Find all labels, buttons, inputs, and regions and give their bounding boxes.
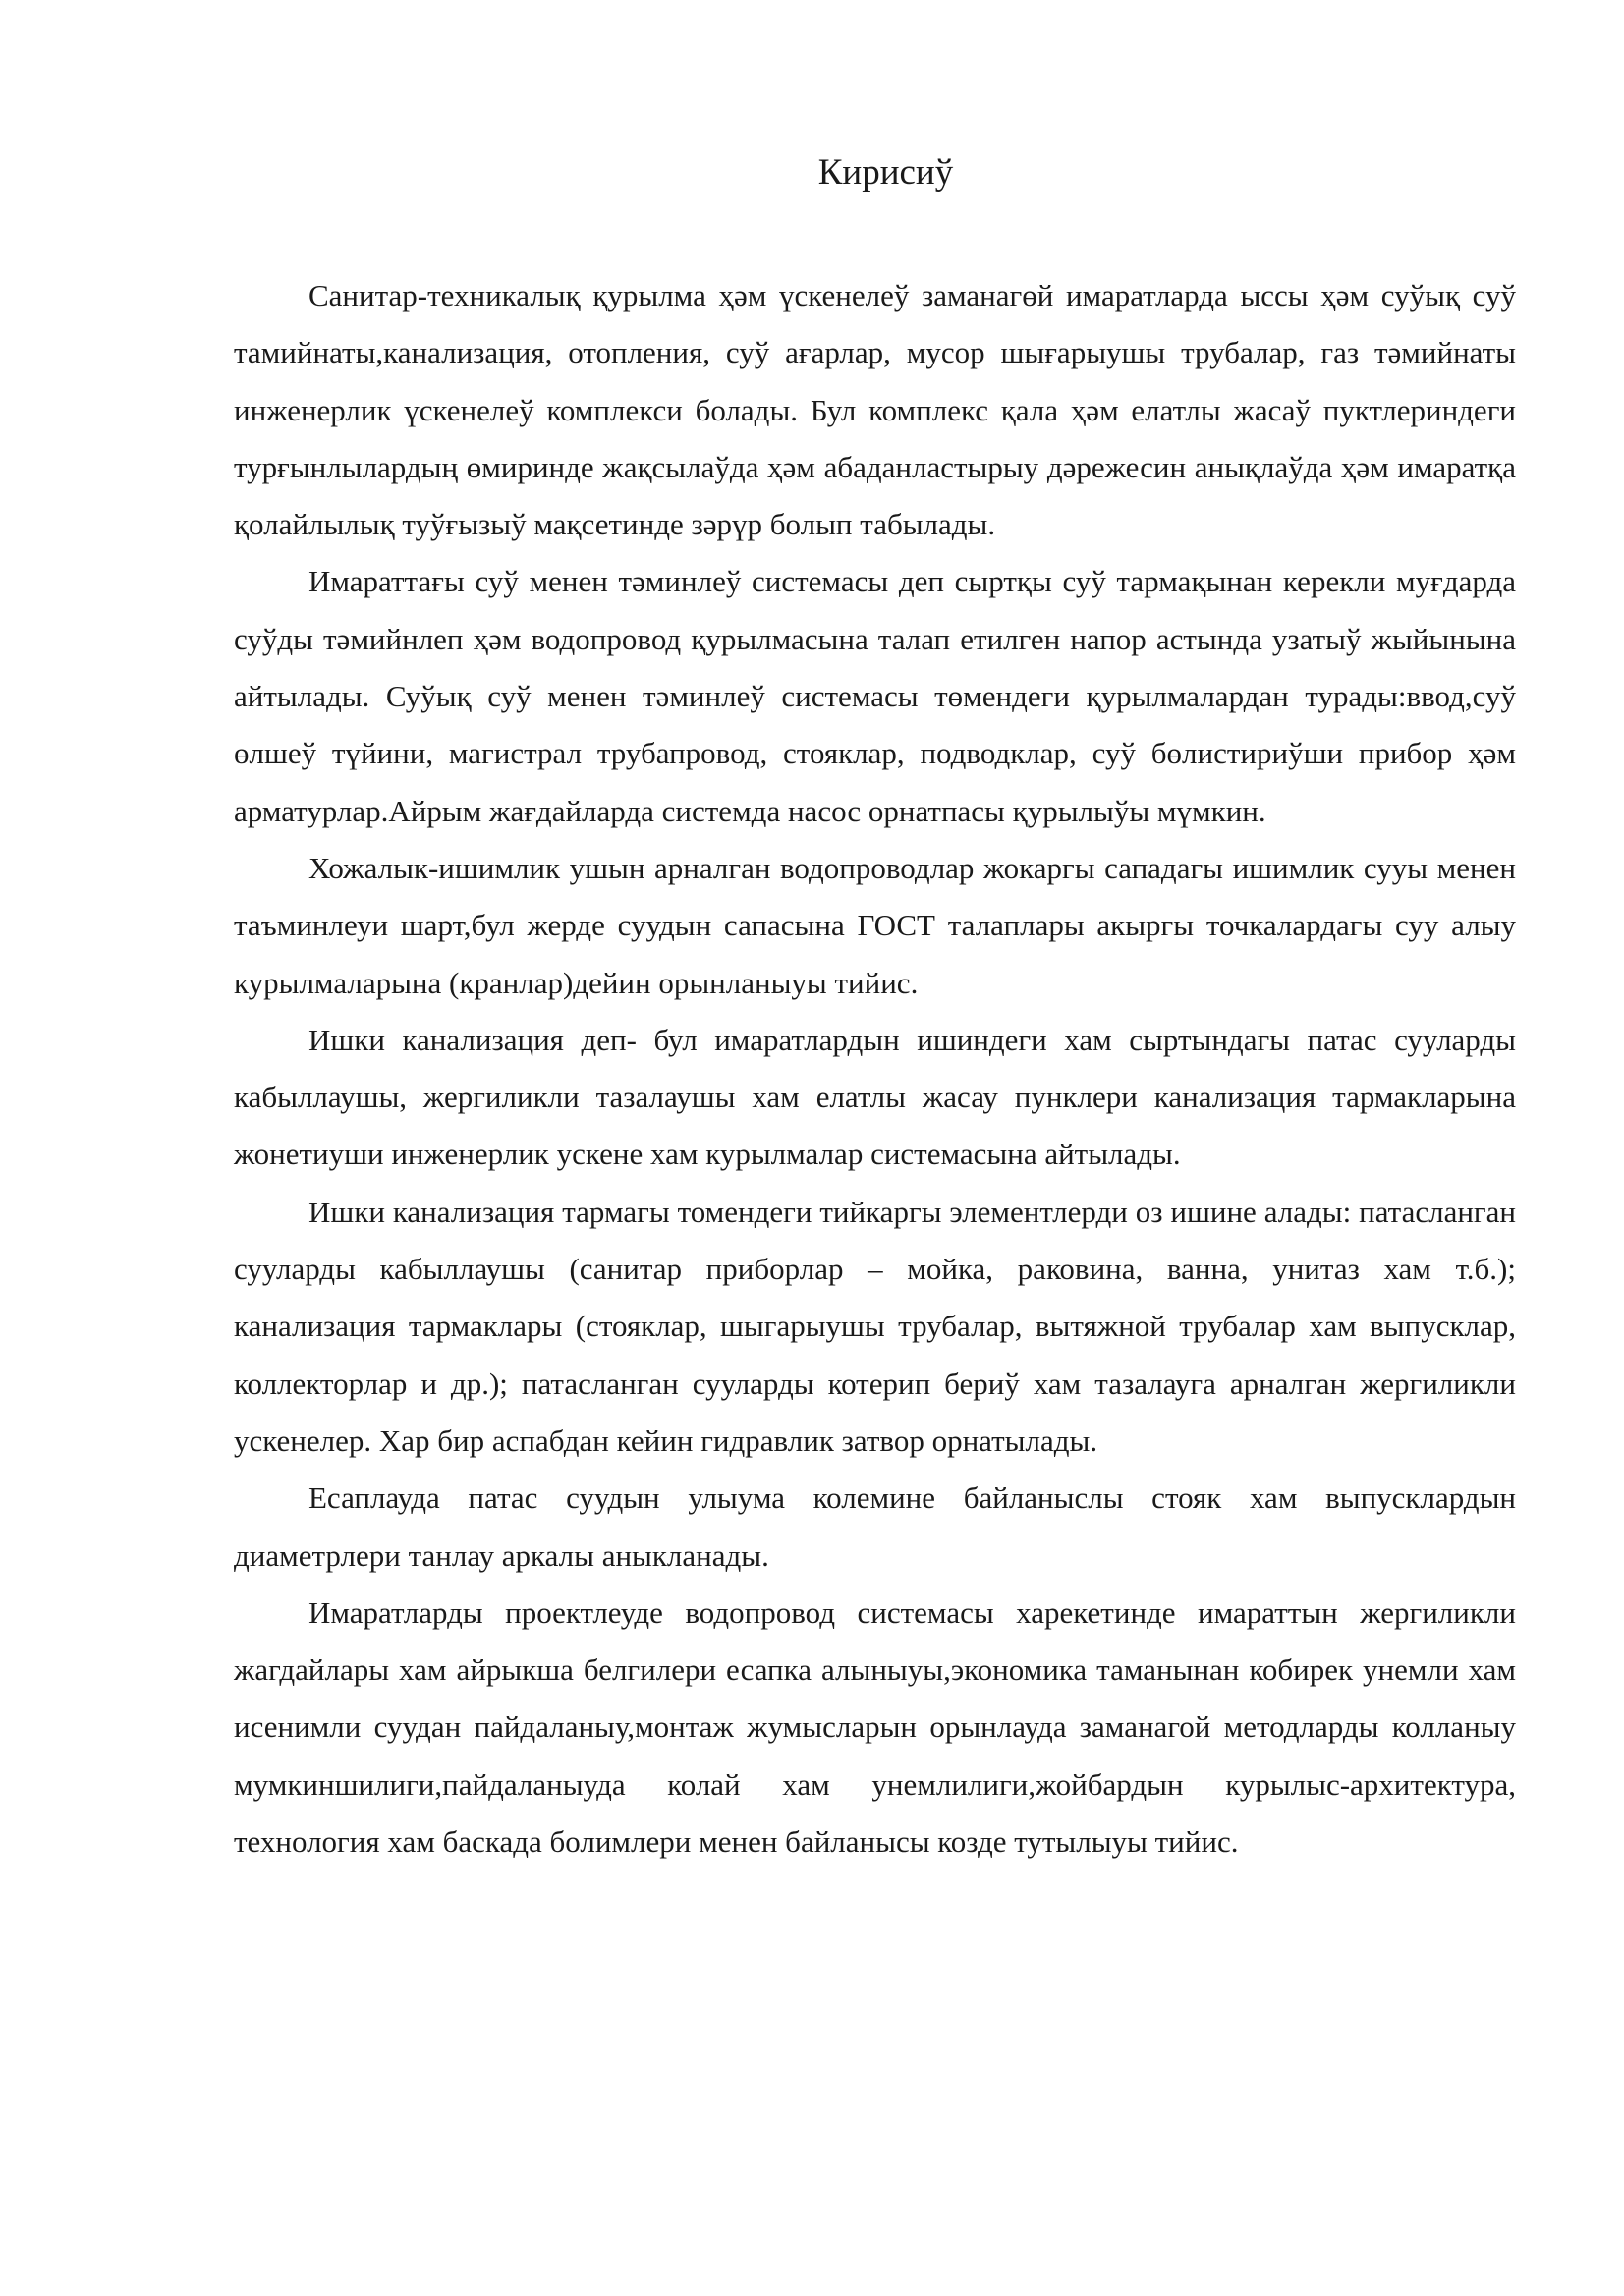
paragraph-1: Санитар-техникалық қурылма ҳәм үскенелеў заманагөй имаратларда ыссы ҳәм суўық суў тамийнаты,канализация, отопления, суў ағарлар, мусор шығарыушы трубалар, газ тәмийнаты инженерлик үскенелеў комплекси болады. Бул комплекс қала ҳәм елатлы жасаў пуктлериндеги турғынлылардың өмиринде жақсылаўда ҳәм абаданластырыу дәрежесин анықлаўда ҳәм имаратқа қолайлылық туўғызыў мақсетинде зәрүр болып табылады. [234,278,1516,542]
document-body [234,267,1516,1871]
paragraph-2: Имараттағы суў менен тәминлеў системасы деп сыртқы суў тармақынан керекли муғдарда суўды тәмийнлеп ҳәм водопровод қурылмасына талап етилген напор астында узатыў жыйынына айтылады. Суўық суў менен тәминлеў системасы төмендеги қурылмалардан турады:ввод,суў өлшеў түйини, магистрал трубапровод, стояклар, подводклар, суў бөлистириўши прибор ҳәм арматурлар.Айрым жағдайларда системда насос орнатпасы қурылыўы мүмкин. [234,564,1516,828]
paragraph-7: Имаратларды проектлеуде водопровод системасы харекетинде имараттын жергиликли жагдайлары хам айрыкша белгилери есапка алыныуы,экономика таманынан кобирек унемли хам исенимли суудан пайдаланыу,монтаж жумысларын орынлауда заманагой методларды колланыу мумкиншилиги,пайдаланыуда колай хам унемлилиги,жойбардын курылыс-архитектура, технология хам баскада болимлери менен байланысы козде тутылыуы тийис. [234,1595,1516,1860]
paragraph-3: Хожалык-ишимлик ушын арналган водопроводлар жокаргы сападагы ишимлик сууы менен таъминлеуи шарт,бул жерде суудын сапасына ГОСТ талаплары акыргы точкалардагы суу алыу курылмаларына (кранлар)дейин орынланыуы тийис. [234,850,1516,1000]
paragraph-6: Есаплауда патас суудын улыума колемине байланыслы стояк хам выпусклардын диаметрлери танлау аркалы аныкланады. [234,1481,1516,1573]
paragraph-5: Ишки канализация тармагы томендеги тийкаргы элементлерди оз ишине алады: патасланган сууларды кабыллаушы (санитар приборлар – мойка, раковина, ванна, унитаз хам т.б.); канализация тармаклары (стояклар, шыгарыушы трубалар, вытяжной трубалар хам выпусклар, коллекторлар и др.); патасланган сууларды котерип бериў хам тазалауга арналган жергиликли ускенелер. Хар бир аспабдан кейин гидравлик затвор орнатылады. [234,1194,1516,1458]
paragraph-4: Ишки канализация деп- бул имаратлардын ишиндеги хам сыртындагы патас сууларды кабыллаушы, жергиликли тазалаушы хам елатлы жасау пунклери канализация тармакларына жонетиуши инженерлик ускене хам курылмалар системасына айтылады. [234,1022,1516,1172]
page-title: Кирисиў [817,152,954,193]
